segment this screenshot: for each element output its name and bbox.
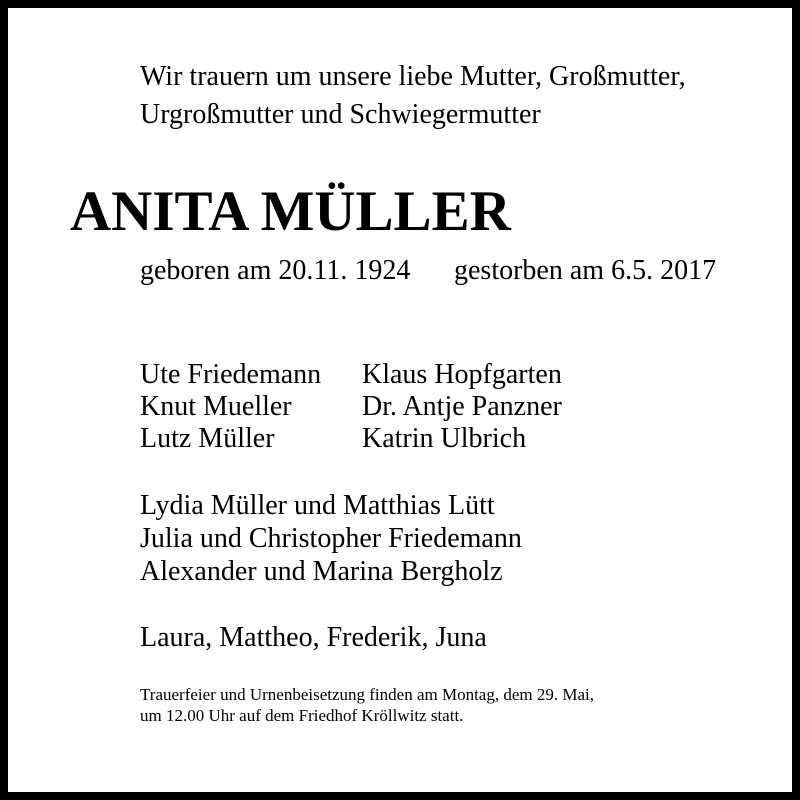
deceased-name: ANITA MÜLLER: [70, 180, 511, 243]
mourner-name: Katrin Ulbrich: [362, 423, 527, 454]
intro-line-2: Urgroßmutter und Schwiegermutter: [140, 99, 541, 130]
death-date: gestorben am 6.5. 2017: [454, 255, 717, 286]
mourner-name: Klaus Hopfgarten: [362, 359, 562, 390]
mourner-name: Knut Mueller: [140, 391, 292, 422]
grandchildren-line: Alexander und Marina Bergholz: [140, 556, 503, 587]
intro-line-1: Wir trauern um unsere liebe Mutter, Großmutter,: [140, 61, 686, 92]
funeral-notice-line-2: um 12.00 Uhr auf dem Friedhof Kröllwitz statt.: [140, 706, 464, 725]
funeral-notice-line-1: Trauerfeier und Urnenbeisetzung finden am Montag, dem 29. Mai,: [140, 685, 595, 704]
mourner-name: Dr. Antje Panzner: [362, 391, 562, 422]
mourner-name: Lutz Müller: [140, 423, 275, 454]
grandchildren-line: Julia und Christopher Friedemann: [140, 523, 522, 554]
birth-date: geboren am 20.11. 1924: [140, 255, 411, 286]
great-grandchildren-line: Laura, Mattheo, Frederik, Juna: [140, 622, 487, 653]
grandchildren-line: Lydia Müller und Matthias Lütt: [140, 490, 495, 521]
mourner-name: Ute Friedemann: [140, 359, 322, 390]
